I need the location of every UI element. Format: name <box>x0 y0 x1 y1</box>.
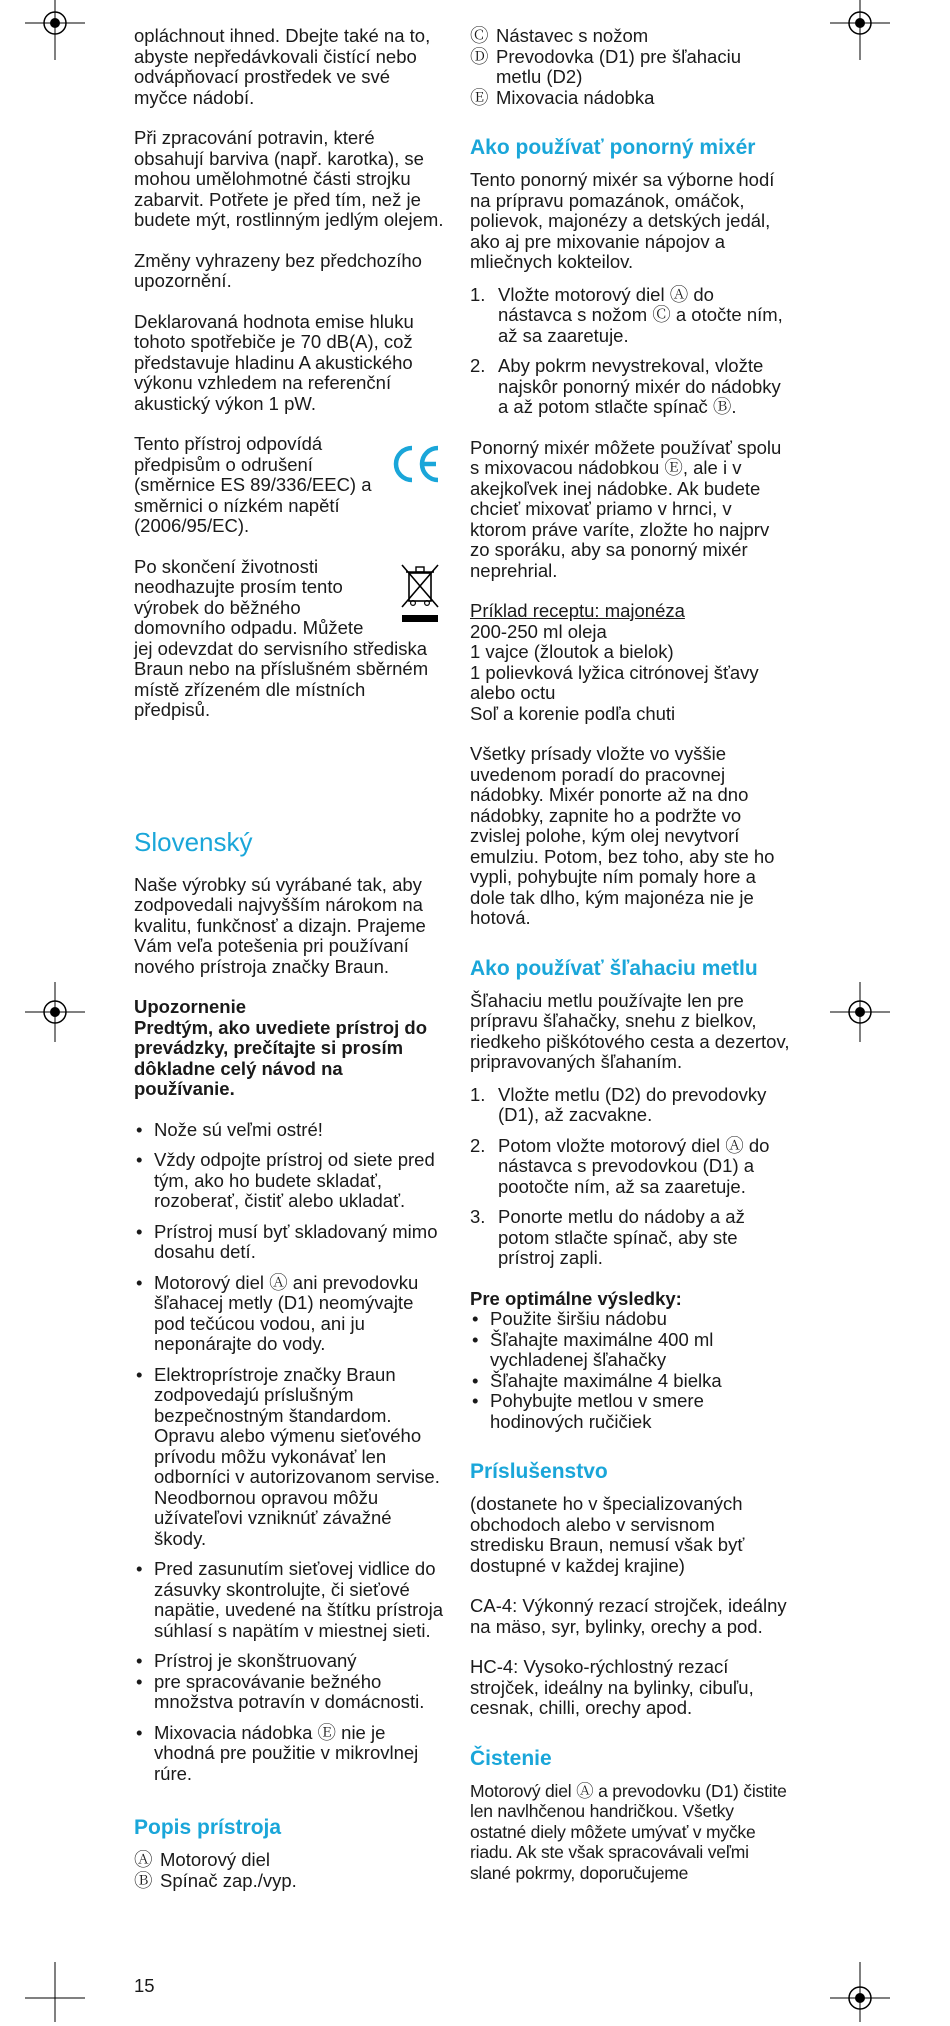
paragraph: jej odevzdat do servisního střediska Braun nebo na příslušném sběrném místě zřízeném dle místních předpisů. <box>134 637 429 720</box>
disposal-block <box>134 557 446 639</box>
intro-paragraph: Naše výrobky sú vyrábané tak, aby zodpovedali najvyšším nárokom na kvalitu, funkčnosť a dizajn. Prajeme Vám veľa potešenia pri používaní nového prístroja značky Braun. <box>134 873 426 977</box>
crossed-out-bin-icon <box>398 561 442 625</box>
list-item: • Motorový diel Ⓐ ani prevodovku šľahacej metly (D1) neomývajte pod tečúcou vodou, ani ju neponárajte do vody. <box>134 1273 446 1355</box>
crop-mark-top-right <box>830 0 890 60</box>
ce-mark-icon <box>390 442 442 486</box>
heading-mixer: Ako používať ponorný mixér <box>470 136 756 159</box>
part-label: Mixovacia nádobka <box>496 86 655 108</box>
step-number: 2. <box>470 1134 486 1156</box>
list-item: • Mixovacia nádobka Ⓔ nie je vhodná pre použitie v mikrovlnej rúre. <box>134 1723 446 1785</box>
part-label: Spínač zap./vyp. <box>160 1869 297 1891</box>
recipe-line: 200-250 ml oleja <box>470 620 607 642</box>
step-item <box>470 1085 790 1126</box>
step-item <box>470 356 790 418</box>
paragraph: (dostanete ho v špecializovaných obchodoch alebo v servisnom stredisku Braun, nemusí však byť dostupné v každej krajine) <box>470 1493 745 1576</box>
part-item <box>134 1850 446 1871</box>
page-number: 15 <box>134 1975 155 1996</box>
paragraph: opláchnout ihned. Dbejte také na to, abyste nepředávkovali čistící nebo odvápňovací prostředek ve své myčce nádobí. <box>134 25 431 108</box>
registration-crosshair-icon <box>25 982 85 1042</box>
crop-mark-bottom-right <box>830 1962 890 2022</box>
registration-crosshair-icon <box>25 0 85 60</box>
step-item <box>470 1136 790 1198</box>
part-label: Prevodovka (D1) pre šľahaciu metlu (D2) <box>496 45 741 87</box>
list-item: • Elektroprístroje značky Braun zodpovedajú príslušným bezpečnostným štandardom. Opravu alebo výmenu sieťového prívodu môžu vykonávať len odborníci v autorizovanom servise. Neodbornou opravou môžu užívateľovi vzniknúť závažné škody. <box>134 1365 446 1550</box>
list-item: • Vždy odpojte prístroj od siete pred tým, ako ho budete skladať, rozoberať, čistiť alebo ukladať. <box>134 1150 446 1212</box>
step-text: Aby pokrm nevystrekoval, vložte najskôr ponorný mixér do nádobky a až potom stlačte spínač Ⓑ. <box>498 355 781 417</box>
part-letter: Ⓓ <box>470 45 489 67</box>
recipe-paragraph: Všetky prísady vložte vo vyššie uvedenom poradí do pracovnej nádobky. Mixér ponorte až na dno nádobky, zapnite ho a podržte vo zvislej polohe, kým olej nevytvorí emulziu. Potom, bez toho, aby ste ho vypli, pohybujte ním pomaly hore a dole tak dlho, kým majonéza nie je hotová. <box>470 743 775 928</box>
recipe-title: Príklad receptu: majonéza <box>470 600 685 621</box>
part-item <box>470 88 790 109</box>
ce-compliance-text: Tento přístroj odpovídá předpisům o odrušení (směrnice ES 89/336/EEC) a směrnici o nízkém napětí (2006/95/EC). <box>134 433 372 536</box>
paragraph: Deklarovaná hodnota emise hluku tohoto spotřebiče je 70 dB(A), což představuje hladinu A akustického výkonu vzhledem na referenční akustický výkon 1 pW. <box>134 310 414 414</box>
part-letter: Ⓔ <box>470 86 489 108</box>
step-text: Potom vložte motorový diel Ⓐ do nástavca s prevodovkou (D1) a pootočte ním, až sa zaaretuje. <box>498 1134 770 1197</box>
optimal-list <box>470 1309 790 1432</box>
step-item <box>470 1207 790 1269</box>
crop-mark-bottom-left <box>25 1962 85 2022</box>
paragraph: Při zpracování potravin, které obsahují barviva (např. karotka), se mohou umělohmotné části strojku zabarvit. Potřete je před tím, než je budete mýt, rostlinným jedlým olejem. <box>134 127 444 230</box>
step-number: 1. <box>470 283 486 305</box>
registration-crosshair-icon <box>830 982 890 1042</box>
list-item: • Pohybujte metlou v smere hodinových ručičiek <box>470 1391 790 1432</box>
crop-mark-mid-right <box>830 982 890 1042</box>
heading-whisk: Ako používať šľahaciu metlu <box>470 956 758 980</box>
heading-accessories: Príslušenstvo <box>470 1460 608 1483</box>
section-title: Slovenský <box>134 826 253 857</box>
step-text: Vložte motorový diel Ⓐ do nástavca s nožom Ⓒ a otočte ním, až sa zaaretuje. <box>498 283 783 346</box>
disposal-text: Po skončení životnosti neodhazujte prosím tento výrobek do běžného domovního odpadu. Můžete <box>134 555 364 638</box>
part-letter: Ⓒ <box>470 25 489 46</box>
crop-mark-top-left <box>25 0 85 60</box>
list-item: • Prístroj je skonštruovaný <box>134 1651 446 1672</box>
warning-text: Predtým, ako uvediete prístroj do prevádzky, prečítajte si prosím dôkladne celý návod na používanie. <box>134 1016 427 1099</box>
part-letter: Ⓑ <box>134 1869 153 1891</box>
step-text: Vložte metlu (D2) do prevodovky (D1), až zacvakne. <box>498 1083 767 1125</box>
left-column <box>134 26 446 1911</box>
paragraph: Motorový diel Ⓐ a prevodovku (D1) čistite len navlhčenou handričkou. Všetky ostatné diely môžete umývať v myčke riadu. Ak ste však spracovávali veľmi slané pokrmy, doporučujeme <box>470 1780 787 1883</box>
ce-compliance-block <box>134 434 446 537</box>
whisk-steps <box>470 1085 790 1269</box>
paragraph: Změny vyhrazeny bez předchozího upozornění. <box>134 249 422 291</box>
desc-title: Popis prístroja <box>134 1816 282 1839</box>
heading-cleaning: Čistenie <box>470 1746 552 1770</box>
list-item: • Pred zasunutím sieťovej vidlice do zásuvky skontrolujte, či sieťové napätie, uvedené na štítku prístroja súhlasí s napätím v miestnej sieti. <box>134 1559 446 1641</box>
registration-crosshair-icon <box>830 1962 890 2022</box>
step-number: 2. <box>470 355 486 376</box>
list-item: • Šľahajte maximálne 4 bielka <box>470 1371 790 1392</box>
part-label: Nástavec s nožom <box>496 25 649 46</box>
part-letter: Ⓐ <box>134 1849 153 1870</box>
parts-list-continued <box>470 26 790 108</box>
mixer-steps <box>470 285 790 418</box>
part-item <box>134 1871 446 1892</box>
recipe-line: Soľ a korenie podľa chuti <box>470 702 676 724</box>
step-number: 3. <box>470 1206 486 1227</box>
part-label: Motorový diel <box>160 1849 271 1870</box>
step-text: Ponorte metlu do nádoby a až potom stlačte spínač, aby ste prístroj zapli. <box>498 1206 745 1268</box>
registration-crosshair-icon <box>830 0 890 60</box>
step-number: 1. <box>470 1083 486 1105</box>
warning-title: Upozornenie <box>134 996 247 1017</box>
paragraph: HC-4: Vysoko-rýchlostný rezací strojček, ideálny na bylinky, cibuľu, cesnak, chilli, orechy apod. <box>470 1656 754 1718</box>
recipe-line: 1 vajce (žloutok a bielok) <box>470 641 674 662</box>
paragraph: CA-4: Výkonný rezací strojček, ideálny na mäso, syr, bylinky, orechy a pod. <box>470 1595 787 1637</box>
recipe-line: 1 polievková lyžica citrónovej šťavy alebo octu <box>470 661 759 703</box>
registration-crosshair-icon <box>25 1962 85 2022</box>
crop-mark-mid-left <box>25 982 85 1042</box>
parts-list <box>134 1850 446 1891</box>
list-item: • pre spracovávanie bežného množstva potravín v domácnosti. <box>134 1672 446 1713</box>
list-item: • Nože sú veľmi ostré! <box>134 1120 446 1141</box>
list-item: • Šľahajte maximálne 400 ml vychladenej šľahačky <box>470 1330 790 1371</box>
optimal-title: Pre optimálne výsledky: <box>470 1287 682 1309</box>
step-item <box>470 285 790 347</box>
mixer-intro: Tento ponorný mixér sa výborne hodí na prípravu pomazánok, omáčok, polievok, majonézy a detských jedál, ako aj pre mixovanie nápojov a mliečnych kokteilov. <box>470 169 775 272</box>
right-column <box>470 26 790 1903</box>
part-item <box>470 47 790 88</box>
safety-list <box>134 1120 446 1785</box>
list-item: • Prístroj musí byť skladovaný mimo dosahu detí. <box>134 1222 446 1263</box>
part-item <box>470 26 790 47</box>
list-item: • Použite širšiu nádobu <box>470 1309 790 1330</box>
whisk-intro: Šľahaciu metlu používajte len pre prípravu šľahačky, snehu z bielkov, riedkeho piškótového cesta a dezertov, pripravovaných šľahaním. <box>470 989 790 1072</box>
paragraph: Ponorný mixér môžete používať spolu s mixovacou nádobkou Ⓔ, ale i v akejkoľvek inej nádobke. Ak budete chcieť mixovať priamo v hrnci, v ktorom práve varíte, zložte ho najprv zo sporáku, aby sa ponorný mixér neprehrial. <box>470 436 782 581</box>
